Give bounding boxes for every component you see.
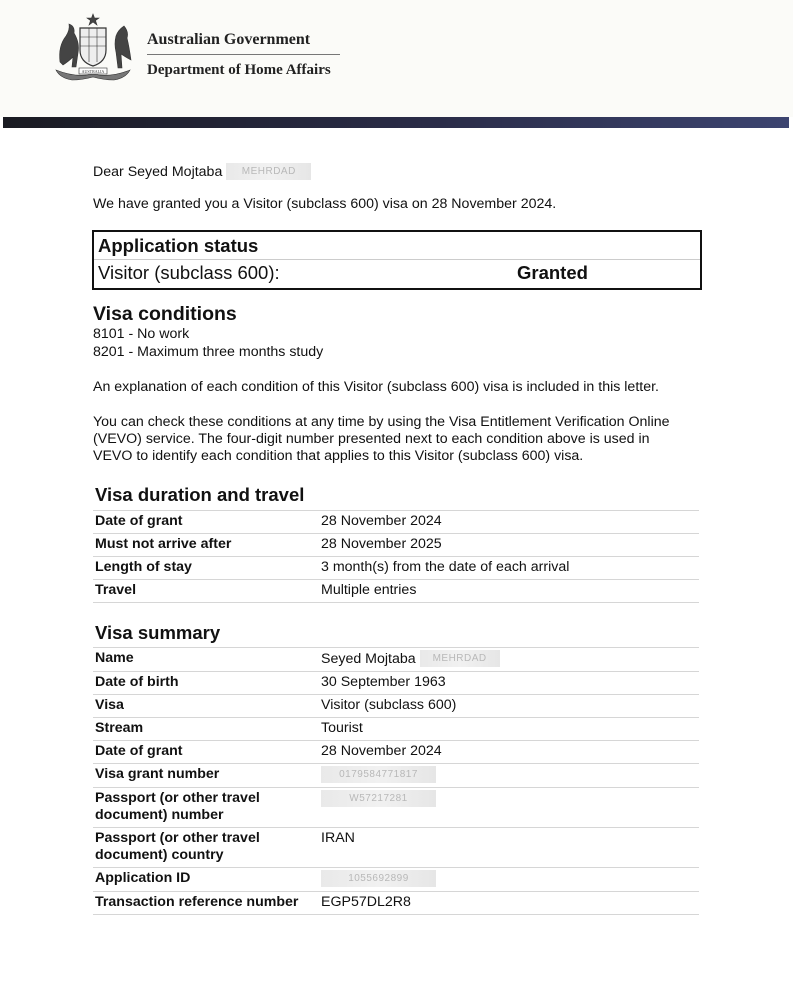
row-value: EGP57DL2R8 (319, 892, 699, 915)
row-value: Multiple entries (319, 580, 699, 603)
table-row (93, 741, 699, 764)
summary-heading: Visa summary (95, 622, 221, 643)
table-row (93, 788, 699, 828)
table-row (93, 648, 699, 672)
row-value (319, 868, 699, 892)
row-label (93, 788, 319, 828)
government-name: Australian Government (147, 31, 311, 48)
table-row (93, 695, 699, 718)
label-line: document) number (95, 807, 224, 823)
redacted-grant-number: 0179584771817 (321, 766, 436, 783)
application-status-heading: Application status (98, 235, 259, 256)
vevo-paragraph-line: You can check these conditions at any time by using the Visa Entitlement Verification Online (93, 414, 670, 430)
redacted-surname: MEHRDAD (420, 650, 500, 667)
greeting (93, 163, 311, 181)
row-value: IRAN (319, 828, 699, 868)
row-value: 28 November 2024 (319, 511, 699, 534)
summary-table (93, 647, 699, 915)
row-value (319, 648, 699, 672)
row-value: Visitor (subclass 600) (319, 695, 699, 718)
row-label: Date of birth (93, 672, 319, 695)
table-row (93, 892, 699, 915)
row-label: Stream (93, 718, 319, 741)
row-label: Visa grant number (93, 764, 319, 788)
row-label: Length of stay (93, 557, 319, 580)
svg-text:AUSTRALIA: AUSTRALIA (81, 69, 105, 74)
duration-table (93, 510, 699, 603)
row-label: Name (93, 648, 319, 672)
visa-conditions-heading: Visa conditions (93, 303, 237, 325)
label-line: Passport (or other travel (95, 830, 260, 846)
row-value: 30 September 1963 (319, 672, 699, 695)
row-value: 28 November 2024 (319, 741, 699, 764)
condition-item: 8101 - No work (93, 326, 190, 342)
header-band (3, 117, 789, 128)
row-value: 3 month(s) from the date of each arrival (319, 557, 699, 580)
table-row (93, 718, 699, 741)
condition-item: 8201 - Maximum three months study (93, 344, 324, 360)
row-label: Visa (93, 695, 319, 718)
row-label: Application ID (93, 868, 319, 892)
table-row (93, 534, 699, 557)
row-label (93, 828, 319, 868)
status-divider (94, 259, 700, 260)
row-label: Date of grant (93, 741, 319, 764)
row-label: Date of grant (93, 511, 319, 534)
duration-heading: Visa duration and travel (95, 484, 305, 505)
table-row (93, 672, 699, 695)
table-row (93, 868, 699, 892)
row-value (319, 788, 699, 828)
greeting-text: Dear Seyed Mojtaba (93, 164, 223, 180)
department-name: Department of Home Affairs (147, 62, 331, 78)
row-value (319, 764, 699, 788)
status-value: Granted (517, 262, 588, 283)
row-value: Tourist (319, 718, 699, 741)
table-row (93, 764, 699, 788)
row-label: Transaction reference number (93, 892, 319, 915)
redacted-application-id: 1055692899 (321, 870, 436, 887)
commonwealth-coat-of-arms-icon (46, 12, 140, 82)
table-row (93, 828, 699, 868)
row-label: Travel (93, 580, 319, 603)
grant-intro: We have granted you a Visitor (subclass 600) visa on 28 November 2024. (93, 196, 557, 212)
application-status-box (92, 230, 702, 290)
table-row (93, 511, 699, 534)
vevo-paragraph-line: VEVO to identify each condition that applies to this Visitor (subclass 600) visa. (93, 448, 584, 464)
redacted-passport-number: W57217281 (321, 790, 436, 807)
row-label: Must not arrive after (93, 534, 319, 557)
label-line: document) country (95, 847, 224, 863)
label-line: Passport (or other travel (95, 790, 260, 806)
table-row (93, 557, 699, 580)
redacted-surname: MEHRDAD (226, 163, 311, 180)
status-visa-label: Visitor (subclass 600): (98, 262, 280, 283)
table-row (93, 580, 699, 603)
letterhead (0, 0, 793, 117)
conditions-explanation: An explanation of each condition of this Visitor (subclass 600) visa is included in this letter. (93, 379, 659, 395)
vevo-paragraph-line: (VEVO) service. The four-digit number presented next to each condition above is used in (93, 431, 650, 447)
name-value: Seyed Mojtaba (321, 651, 416, 667)
row-value: 28 November 2025 (319, 534, 699, 557)
letterhead-rule (147, 54, 340, 55)
